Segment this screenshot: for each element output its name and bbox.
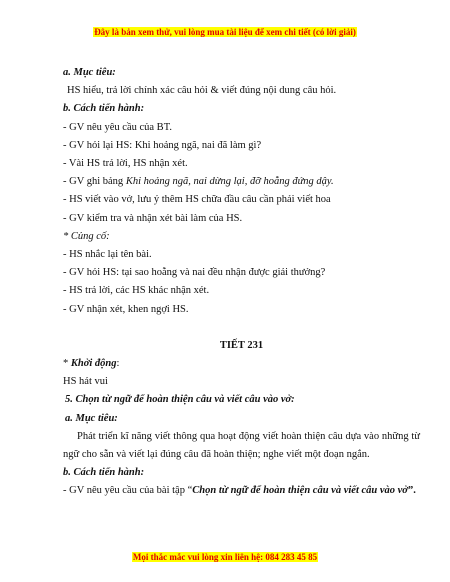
list-item: - GV nhận xét, khen ngợi HS.: [63, 303, 189, 315]
preview-notice-text: Đây là bản xem thử, vui lòng mua tài liệu để xem chi tiết (có lời giải): [94, 27, 356, 37]
list-item: [63, 482, 420, 500]
warmup-colon: :: [116, 358, 120, 370]
contact-notice-text: Mọi thắc mắc vui lòng xin liên hệ: 084 283 45 85: [132, 552, 318, 562]
list-item: - Vài HS trả lời, HS nhận xét.: [63, 158, 188, 170]
list-item: - HS trả lời, các HS khác nhận xét.: [63, 285, 210, 297]
board-sentence: Khi hoảng ngã, nai dừng lại, đỡ hoẵng đứng dậy.: [125, 176, 334, 188]
board-prefix: - GV ghi bảng: [63, 176, 126, 188]
goal-text: HS hiểu, trả lời chính xác câu hỏi & viết đúng nội dung câu hỏi.: [67, 85, 337, 97]
list-item: - HS viết vào vở, lưu ý thêm HS chữa đầu câu cần phải viết hoa: [63, 194, 331, 206]
warmup-line: [63, 355, 420, 373]
warmup-heading: Khởi động: [70, 358, 117, 370]
list-item: - HS nhắc lại tên bài.: [63, 249, 152, 261]
method-suffix: ”.: [407, 485, 416, 497]
list-item: [63, 173, 420, 191]
method-task-name: Chọn từ ngữ để hoàn thiện câu và viết câu vào vở: [192, 485, 408, 497]
list-item: - GV hỏi lại HS: Khi hoảng ngã, nai đã làm gì?: [63, 139, 262, 151]
preview-notice-banner: [0, 27, 450, 37]
warmup-bullet: *: [63, 358, 71, 370]
lesson-title: TIẾT 231: [219, 339, 264, 351]
warmup-text: HS hát vui: [63, 376, 108, 388]
method-heading: b. Cách tiến hành:: [63, 103, 145, 115]
task-goal-heading: a. Mục tiêu:: [65, 412, 118, 424]
task-method-heading: b. Cách tiến hành:: [63, 467, 145, 479]
task-goal-text: Phát triển kĩ năng viết thông qua hoạt động viết hoàn thiện câu dựa vào những từ ngữ cho sẵn và viết lại đúng câu đã hoàn thiện; nghe viết một đoạn ngắn.: [63, 430, 420, 461]
list-item: - GV hỏi HS: tại sao hoẵng và nai đều nhận được giải thưởng?: [63, 267, 326, 279]
consolidation-heading: * Củng cố:: [63, 230, 110, 242]
task-heading: 5. Chọn từ ngữ để hoàn thiện câu và viết câu vào vở:: [65, 394, 295, 406]
contact-notice-banner: [0, 552, 450, 562]
document-body: [63, 64, 420, 501]
list-item: - GV nêu yêu cầu của BT.: [63, 121, 172, 133]
list-item: - GV kiểm tra và nhận xét bài làm của HS.: [63, 212, 243, 224]
goal-heading: a. Mục tiêu:: [63, 67, 116, 78]
method-prefix: - GV nêu yêu cầu của bài tập “: [63, 485, 193, 497]
